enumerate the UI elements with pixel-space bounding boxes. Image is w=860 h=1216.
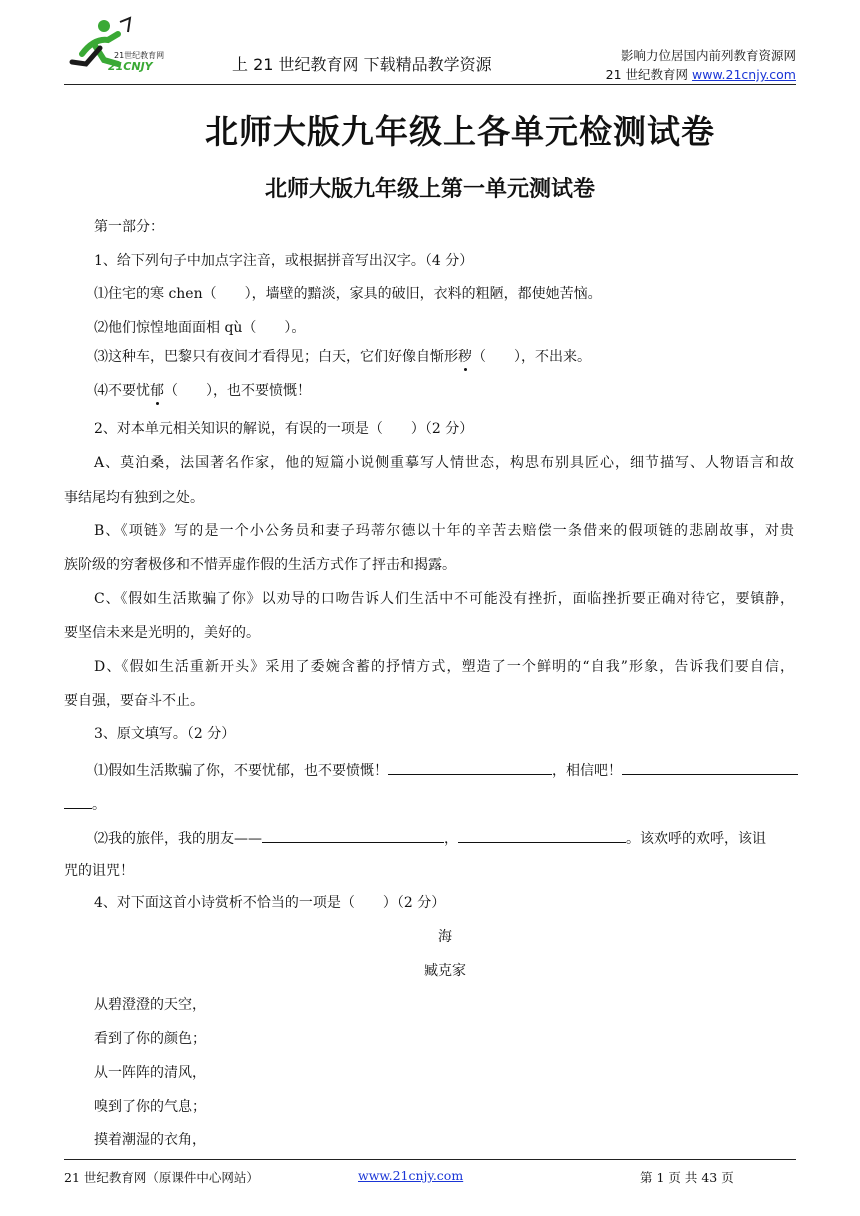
poem-line: 从一阵阵的清风， [94, 1065, 206, 1081]
header-right-prefix: 21 世纪教育网 [605, 67, 693, 82]
q3-blank-2[interactable] [622, 760, 798, 775]
q2-option-d-line2: 要自强，要奋斗不止。 [64, 693, 204, 709]
header-divider [64, 84, 796, 85]
q3-blank-4[interactable] [458, 828, 626, 843]
q3-stem: 3、原文填写。（2 分） [94, 726, 236, 742]
q3-s1-text: ⑴假如生活欺骗了你，不要忧郁，也不要愤慨！ [94, 763, 388, 779]
logo-text-bottom: 21CNJY [108, 60, 153, 73]
header-right [606, 46, 796, 84]
logo-text-top: 21世纪教育网 [114, 51, 165, 60]
poem-line: 嗅到了你的气息； [94, 1099, 206, 1115]
q1-s3-tail: （ ），不出来。 [472, 349, 591, 365]
q1-sentence-2: ⑵他们惊惶地面面相 qù（ ）。 [94, 320, 306, 336]
q1-s4-text: ⑷不要忧 [94, 383, 150, 399]
q1-stem: 1、给下列句子中加点字注音，或根据拼音写出汉字。（4 分） [94, 253, 474, 269]
q3-s1-end: 。 [92, 797, 106, 813]
q3-blank-2-cont[interactable] [64, 794, 92, 809]
q3-s2-tail: 。该欢呼的欢呼，该诅 [626, 831, 766, 847]
q1-sentence-1: ⑴住宅的寒 chen（ ），墙壁的黯淡，家具的破旧，衣料的粗陋，都使她苦恼。 [94, 286, 602, 302]
poem-line: 从碧澄澄的天空， [94, 997, 206, 1013]
q1-s4-tail: （ ），也不要愤慨！ [164, 383, 311, 399]
poem-line: 看到了你的颜色； [94, 1031, 206, 1047]
q1-s4-dotted-char: 郁 [150, 383, 164, 399]
q2-option-c-line2: 要坚信未来是光明的，美好的。 [64, 625, 260, 641]
document-subtitle: 北师大版九年级上第一单元测试卷 [264, 176, 595, 202]
header-right-line2 [606, 65, 796, 84]
q3-sentence-1 [94, 760, 798, 780]
q1-sentence-4 [94, 382, 311, 400]
q2-option-b-line2: 族阶级的穷奢极侈和不惜弄虚作假的生活方式作了抨击和揭露。 [64, 557, 456, 573]
header-site-link[interactable]: www.21cnjy.com [692, 67, 796, 82]
footer-divider [64, 1159, 796, 1160]
poem-title: 海 [438, 929, 452, 945]
q2-option-d-line1: D、《假如生活重新开头》采用了委婉含蓄的抒情方式，塑造了一个鲜明的“自我”形象，告诉我们要自信， [94, 659, 794, 675]
q3-sentence-2-cont: 咒的诅咒！ [64, 863, 134, 879]
footer-source: 21 世纪教育网（原课件中心网站） [64, 1170, 259, 1185]
q3-sentence-2 [94, 828, 766, 848]
q3-s2-comma: ， [444, 831, 458, 847]
part-heading: 第一部分： [94, 219, 164, 235]
poem-line: 摸着潮湿的衣角， [94, 1132, 206, 1148]
q2-option-a-line2: 事结尾均有独到之处。 [64, 490, 204, 506]
q3-blank-3[interactable] [262, 828, 444, 843]
header-right-line1: 影响力位居国内前列教育资源网 [620, 48, 796, 63]
q2-option-a-line1: A、莫泊桑，法国著名作家，他的短篇小说侧重摹写人情世态，构思布别具匠心，细节描写、人物语言和故 [94, 455, 794, 471]
poem-author: 臧克家 [424, 963, 466, 979]
q3-s1-mid: ，相信吧！ [552, 763, 622, 779]
document-title: 北师大版九年级上各单元检测试卷 [205, 112, 715, 151]
footer-page-number: 第 1 页 共 43 页 [640, 1170, 734, 1185]
footer-site-link[interactable]: www.21cnjy.com [358, 1168, 464, 1183]
q4-stem: 4、对下面这首小诗赏析不恰当的一项是（ ）（2 分） [94, 895, 446, 911]
q1-sentence-3 [94, 348, 591, 366]
q2-stem: 2、对本单元相关知识的解说，有误的一项是（ ）（2 分） [94, 421, 474, 437]
q3-blank-1[interactable] [388, 760, 552, 775]
site-logo [64, 14, 172, 76]
q2-option-b-line1: B、《项链》写的是一个小公务员和妻子玛蒂尔德以十年的辛苦去赔偿一条借来的假项链的悲剧故事，对贵 [94, 523, 794, 539]
q1-s3-dotted-char: 秽 [458, 349, 472, 365]
header-slogan: 上 21 世纪教育网 下载精品教学资源 [232, 55, 492, 74]
q1-s3-text: ⑶这种车，巴黎只有夜间才看得见；白天，它们好像自惭形 [94, 349, 458, 365]
q3-sentence-1-cont [64, 794, 106, 814]
q3-s2-text: ⑵我的旅伴，我的朋友—— [94, 831, 262, 847]
q2-option-c-line1: C、《假如生活欺骗了你》以劝导的口吻告诉人们生活中不可能没有挫折，面临挫折要正确对待它，要镇静， [94, 591, 794, 607]
